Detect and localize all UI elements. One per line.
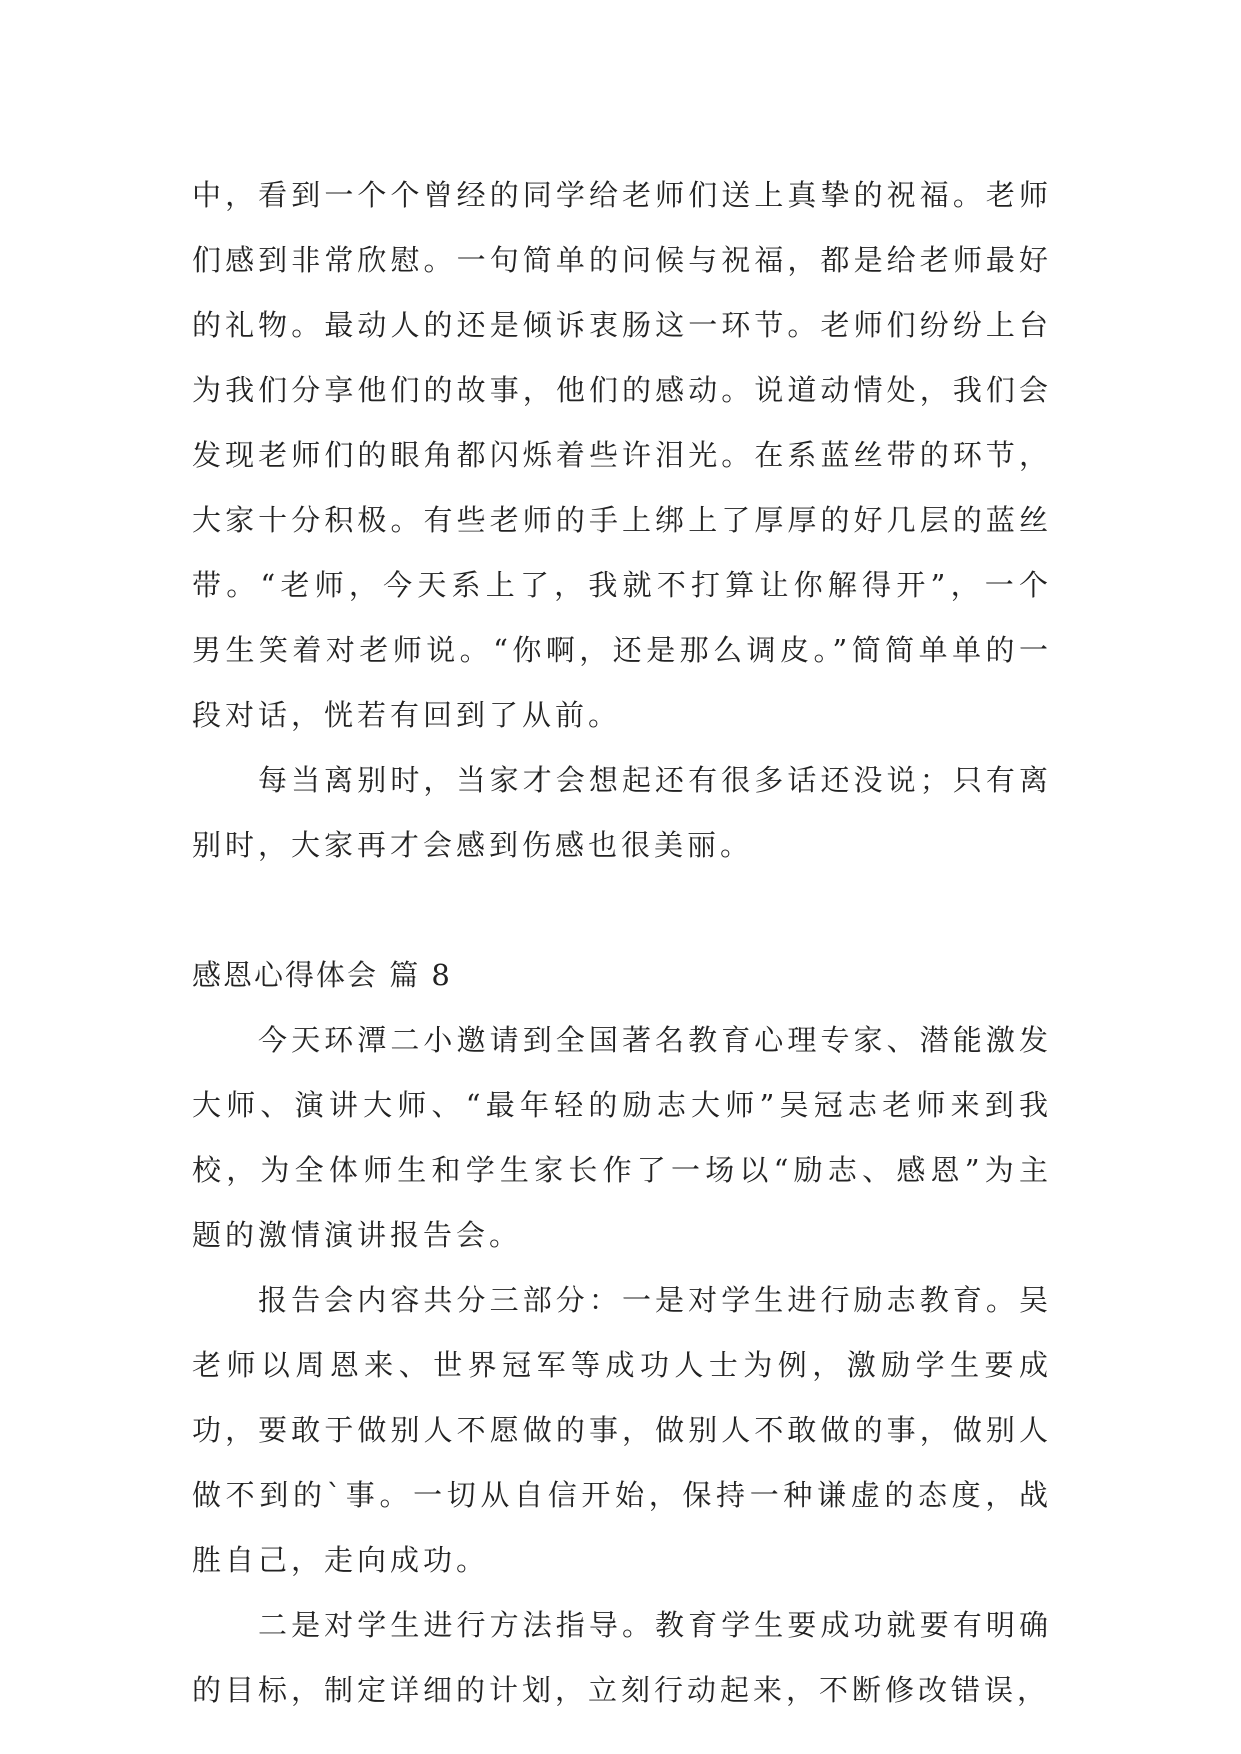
section-heading: 感恩心得体会 篇 8 (192, 958, 452, 992)
paragraph-intro: 今天环潭二小邀请到全国著名教育心理专家、潜能激发大师、演讲大师、“最年轻的励志大师”吴冠志老师来到我校，为全体师生和学生家长作了一场以“励志、感恩”为主题的激情演讲报告会。 (192, 1023, 1052, 1252)
paragraph-farewell: 每当离别时，当家才会想起还有很多话还没说；只有离别时，大家再才会感到伤感也很美丽。 (192, 763, 1052, 862)
paragraph-continued: 中，看到一个个曾经的同学给老师们送上真挚的祝福。老师们感到非常欣慰。一句简单的问候与祝福，都是给老师最好的礼物。最动人的还是倾诉衷肠这一环节。老师们纷纷上台为我们分享他们的故事，他们的感动。说道动情处，我们会发现老师们的眼角都闪烁着些许泪光。在系蓝丝带的环节，大家十分积极。有些老师的手上绑上了厚厚的好几层的蓝丝带。“老师，今天系上了，我就不打算让你解得开”，一个男生笑着对老师说。“你啊，还是那么调皮。”简简单单的一段对话，恍若有回到了从前。 (192, 178, 1052, 732)
paragraph-part-two: 二是对学生进行方法指导。教育学生要成功就要有明确的目标，制定详细的计划，立刻行动起来，不断修改错误， (192, 1608, 1052, 1707)
paragraph-part-one: 报告会内容共分三部分：一是对学生进行励志教育。吴老师以周恩来、世界冠军等成功人士为例，激励学生要成功，要敢于做别人不愿做的事，做别人不敢做的事，做别人做不到的`事。一切从自信开始，保持一种谦虚的态度，战胜自己，走向成功。 (192, 1283, 1052, 1577)
document-page (192, 163, 1052, 1723)
